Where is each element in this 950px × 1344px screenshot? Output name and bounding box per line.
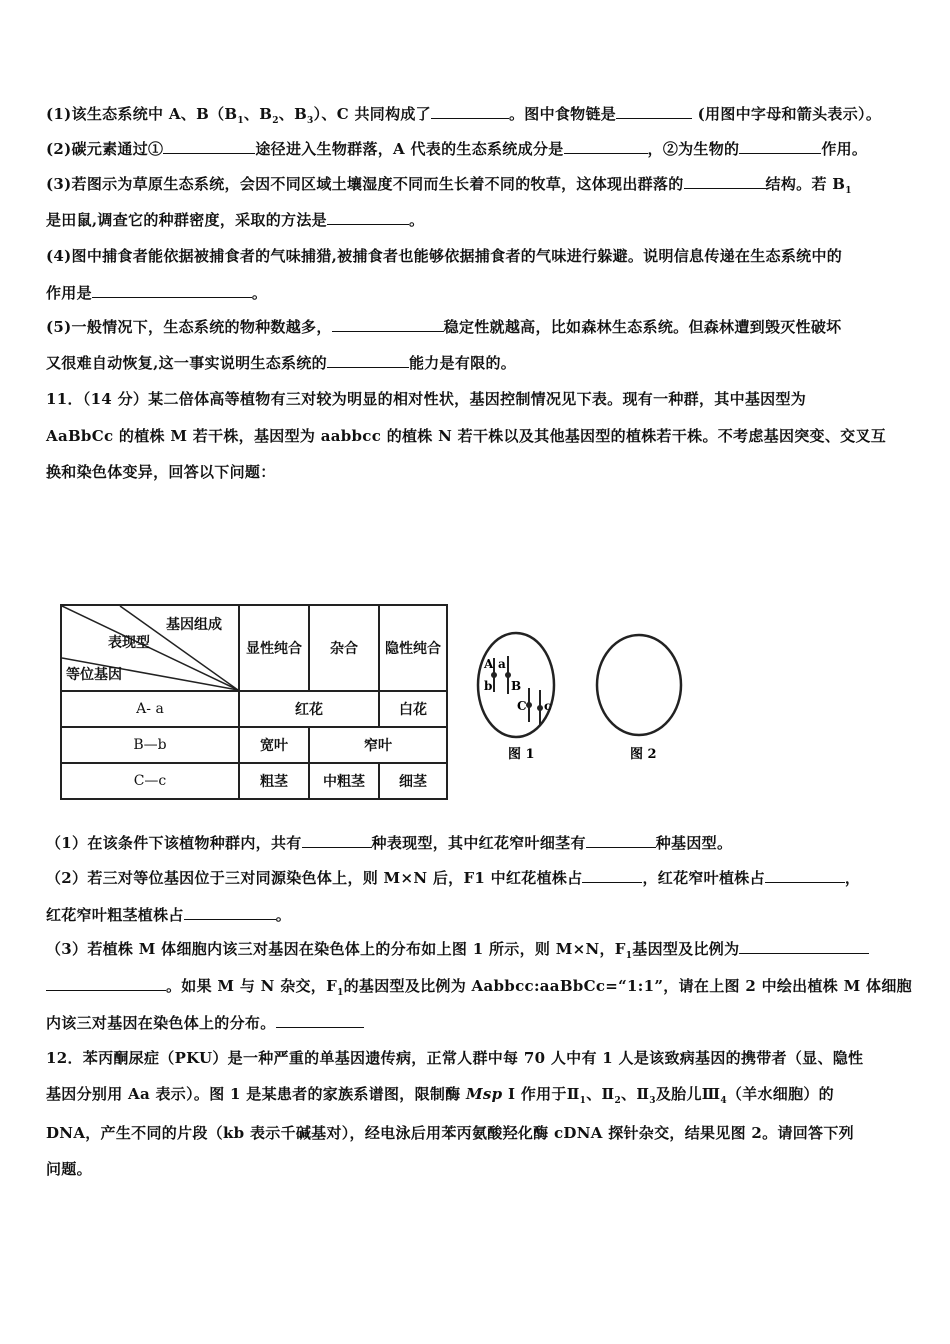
q10-part3: (3)若图示为草原生态系统，会因不同区域土壤湿度不同而生长着不同的牧草，这体现出群落的 结构。若 $B_1$ <box>46 175 852 196</box>
q10-part4: (4)图中捕食者能依据被捕食者的气味捕猎,被捕食者也能够依据捕食者的气味进行躲避。说明信息传递在生态系统中的 <box>46 247 843 265</box>
answer-blank[interactable] <box>586 833 656 848</box>
col-header: 显性纯合 <box>239 605 309 691</box>
col-header: 杂合 <box>309 605 379 691</box>
answer-blank[interactable] <box>184 905 276 920</box>
answer-blank[interactable] <box>163 139 255 154</box>
table-cell: 粗茎 <box>239 763 309 799</box>
figure-2-label: 图 2 <box>630 747 657 762</box>
row-label: C—c <box>61 763 239 799</box>
q12-line1: 12．苯丙酮尿症（PKU）是一种严重的单基因遗传病，正常人群中每 70 人中有 1 人是该致病基因的携带者（显、隐性 <box>46 1049 864 1067</box>
gene-a: a <box>498 657 506 671</box>
gene-C: C <box>517 699 527 713</box>
answer-blank[interactable] <box>564 139 648 154</box>
answer-blank[interactable] <box>327 210 409 225</box>
q12-line3: DNA，产生不同的片段（kb 表示千碱基对），经电泳后用苯丙氨酸羟化酶 cDNA 探针杂交，结果见图 2。请回答下列 <box>46 1124 854 1142</box>
col-header: 隐性纯合 <box>379 605 447 691</box>
diag-pheno-label: 表现型 <box>108 635 150 651</box>
answer-blank[interactable] <box>616 104 692 119</box>
answer-blank[interactable] <box>327 353 409 368</box>
q10-part2: (2)碳元素通过① 途径进入生物群落，A 代表的生态系统成分是 ，②为生物的 作用。 <box>46 140 868 158</box>
q11-intro-line1: 11．（14 分）某二倍体高等植物有三对较为明显的相对性状，基因控制情况见下表。现有一种群，其中基因型为 <box>46 390 807 408</box>
gene-b: b <box>484 679 493 693</box>
gene-B: B <box>511 679 522 693</box>
diag-gene-label: 基因组成 <box>166 617 222 633</box>
answer-blank[interactable] <box>739 139 821 154</box>
q11-intro-line2: AaBbCc 的植株 M 若干株，基因型为 aabbcc 的植株 N 若干株以及其他基因型的植株若干株。不考虑基因突变、交叉互 <box>46 427 887 445</box>
table-cell: 窄叶 <box>309 727 447 763</box>
gene-c: c <box>544 699 552 713</box>
figure-1-cell-diagram <box>470 630 570 770</box>
q11-sub2: （2）若三对等位基因位于三对同源染色体上，则 M×N 后，F1 中红花植株占 ，红花窄叶植株占 ， <box>46 869 861 887</box>
gene-A: A <box>484 657 494 671</box>
answer-blank[interactable] <box>302 833 372 848</box>
q12-line2: 基因分别用 Aa 表示）。图 1 是某患者的家族系谱图，限制酶 Msp I 作用于$Ⅱ_1$、$Ⅱ_2$、$Ⅱ_3$及胎儿$Ⅲ_4$（羊水细胞）的 <box>46 1085 834 1106</box>
table-cell: 红花 <box>239 691 379 727</box>
diagonal-header-cell <box>61 605 239 691</box>
q12-line4: 问题。 <box>46 1160 92 1178</box>
table-cell: 宽叶 <box>239 727 309 763</box>
answer-blank[interactable] <box>765 868 845 883</box>
q10-part5-cont: 又很难自动恢复,这一事实说明生态系统的 能力是有限的。 <box>46 354 517 372</box>
diag-allele-label: 等位基因 <box>66 667 122 683</box>
figure-1-label: 图 1 <box>508 747 535 762</box>
row-label: A- a <box>61 691 239 727</box>
gene-table <box>60 604 448 800</box>
answer-blank[interactable] <box>276 1013 364 1028</box>
q11-intro-line3: 换和染色体变异，回答以下问题： <box>46 463 276 481</box>
q11-sub3: （3）若植株 M 体细胞内该三对基因在染色体上的分布如上图 1 所示，则 M×N，$F_1$基因型及比例为 <box>46 938 869 961</box>
answer-blank[interactable] <box>46 976 166 991</box>
q11-sub3-cont: 。如果 M 与 N 杂交，$F_1$的基因型及比例为 Aabbcc:aaBbCc=“1:1”，请在上图 2 中绘出植株 M 体细胞 <box>46 975 912 998</box>
q11-sub3-cont2: 内该三对基因在染色体上的分布。 <box>46 1012 364 1033</box>
row-label: B—b <box>61 727 239 763</box>
figure-2-empty-cell <box>592 630 692 770</box>
q10-part4-cont: 作用是 。 <box>46 284 268 302</box>
q10-part1: (1)该生态系统中 A、$B(B_1$、$B_2$、$B_3$）、C 共同构成了 。图中食物链是 (用图中字母和箭头表示）。 <box>46 105 882 126</box>
answer-blank[interactable] <box>92 283 252 298</box>
q11-sub1: （1）在该条件下该植物种群内，共有 种表现型，其中红花窄叶细茎有 种基因型。 <box>46 834 733 852</box>
answer-blank[interactable] <box>684 174 766 189</box>
answer-blank[interactable] <box>332 317 444 332</box>
q11-sub2-cont: 红花窄叶粗茎植株占 。 <box>46 906 292 924</box>
answer-blank[interactable] <box>739 939 869 954</box>
table-cell: 细茎 <box>379 763 447 799</box>
table-cell: 白花 <box>379 691 447 727</box>
table-cell: 中粗茎 <box>309 763 379 799</box>
q10-part3-cont: 是田鼠,调查它的种群密度，采取的方法是 。 <box>46 211 425 229</box>
answer-blank[interactable] <box>431 104 509 119</box>
q10-part5: (5)一般情况下，生态系统的物种数越多， 稳定性就越高，比如森林生态系统。但森林遭到毁灭性破坏 <box>46 318 842 336</box>
answer-blank[interactable] <box>582 868 642 883</box>
